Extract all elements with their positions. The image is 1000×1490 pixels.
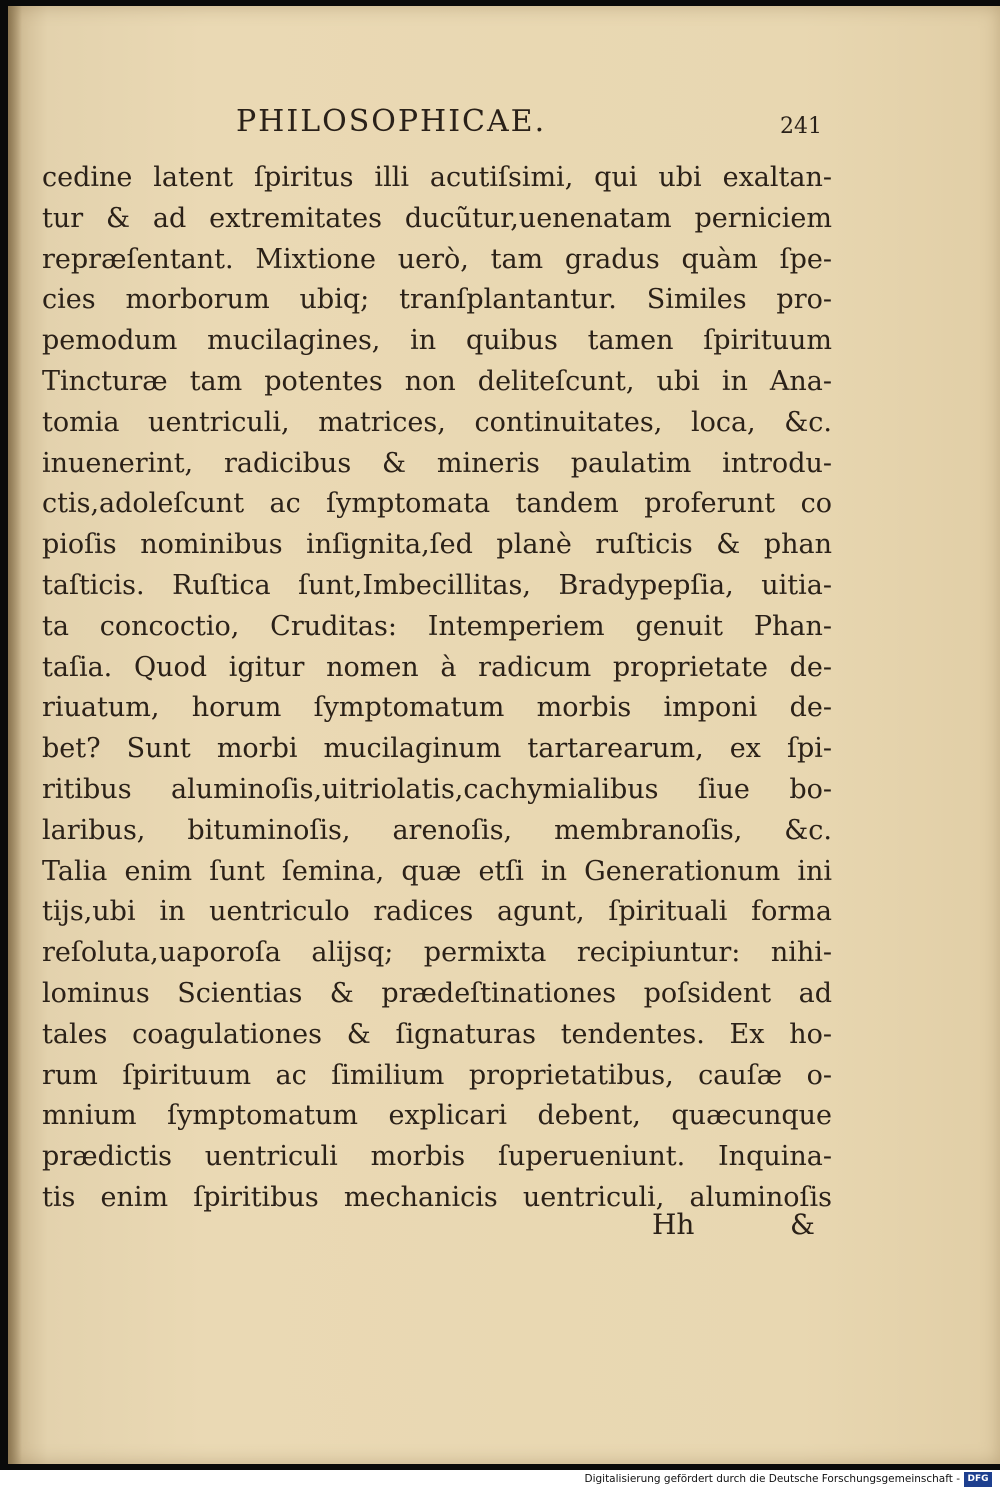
funding-credit: Digitalisierung gefördert durch die Deutsche Forschungsgemeinschaft -: [584, 1473, 960, 1485]
catchword: &: [790, 1208, 815, 1241]
text-line: taſticis. Ruſtica ſunt,Imbecillitas, Bradypepſia, uitia-: [42, 569, 832, 601]
text-line: mnium ſymptomatum explicari debent, quæcunque: [42, 1100, 832, 1132]
text-line: lominus Scientias & prædeſtinationes poſsident ad: [42, 977, 832, 1009]
text-line: ta concoctio, Cruditas: Intemperiem genuit Phan-: [42, 610, 832, 642]
text-line: reſoluta,uaporoſa alijsq; permixta recipiuntur: nihi-: [42, 937, 832, 969]
text-line: tis enim ſpiritibus mechanicis uentriculi, aluminoſis: [42, 1181, 832, 1213]
dfg-logo: DFG: [964, 1472, 992, 1487]
text-line: taſia. Quod igitur nomen à radicum proprietate de-: [42, 651, 832, 683]
text-line: cies morborum ubiq; tranſplantantur. Similes pro-: [42, 284, 832, 316]
signature-mark: Hh: [652, 1208, 695, 1241]
footer-bar: [0, 1470, 1000, 1490]
text-line: cedine latent ſpiritus illi acutiſsimi, qui ubi exaltan-: [42, 162, 832, 193]
text-line: ctis,adoleſcunt ac ſymptomata tandem proferunt co: [42, 488, 832, 520]
text-line: Talia enim ſunt ſemina, quæ etſi in Generationum ini: [42, 855, 832, 887]
text-line: rum ſpirituum ac ſimilium proprietatibus, cauſæ o-: [42, 1059, 832, 1091]
text-line: tomia uentriculi, matrices, continuitates, loca, &c.: [42, 406, 832, 438]
body-text: [42, 158, 832, 1219]
page-number: 241: [780, 114, 822, 139]
text-line: ritibus aluminoſis,uitriolatis,cachymialibus ſiue bo-: [42, 773, 832, 805]
text-line: tijs,ubi in uentriculo radices agunt, ſpirituali forma: [42, 896, 832, 928]
text-line: tales coagulationes & ſignaturas tendentes. Ex ho-: [42, 1018, 832, 1050]
text-line: prædictis uentriculi morbis ſuperueniunt. Inquina-: [42, 1141, 832, 1173]
running-title: PHILOSOPHICAE.: [236, 104, 547, 139]
text-line: laribus, bituminoſis, arenoſis, membranoſis, &c.: [42, 814, 832, 846]
book-page: [8, 6, 1000, 1464]
text-line: pioſis nominibus inſignita,ſed planè ruſticis & phan: [42, 529, 832, 561]
text-line: riuatum, horum ſymptomatum morbis imponi de-: [42, 692, 832, 724]
text-line: repræſentant. Mixtione uerò, tam gradus quàm ſpe-: [42, 243, 832, 275]
catchword-line: [8, 1208, 1000, 1250]
text-line: tur & ad extremitates ducũtur,uenenatam perniciem: [42, 202, 832, 234]
text-line: pemodum mucilagines, in quibus tamen ſpirituum: [42, 325, 832, 357]
text-line: bet? Sunt morbi mucilaginum tartarearum, ex ſpi-: [42, 733, 832, 765]
running-head: [8, 104, 1000, 144]
text-line: Tincturæ tam potentes non deliteſcunt, ubi in Ana-: [42, 365, 832, 397]
text-line: inuenerint, radicibus & mineris paulatim introdu-: [42, 447, 832, 479]
